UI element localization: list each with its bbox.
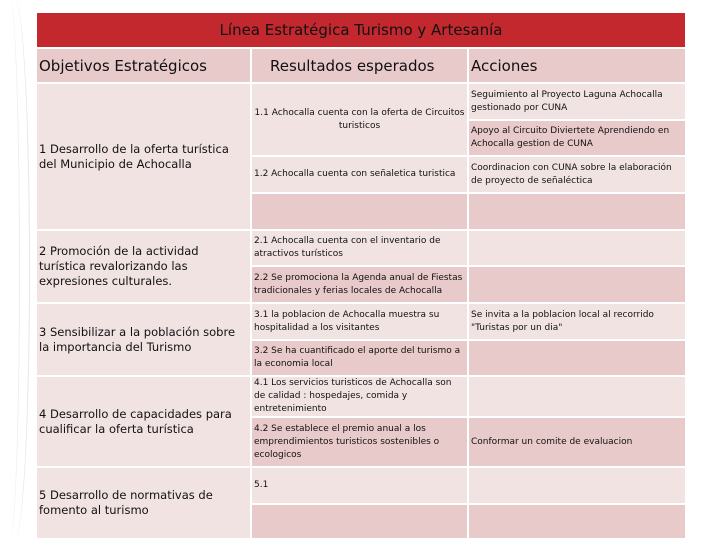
table-title: Línea Estratégica Turismo y Artesanía xyxy=(36,12,686,48)
action-4: Se invita a la poblacion local al recorrido "Turistas por un dia" xyxy=(468,303,686,340)
empty-cell xyxy=(468,193,686,230)
action-3: Coordinacion con CUNA sobre la elaboración de proyecto de señaléctica xyxy=(468,156,686,193)
action-1: Seguimiento al Proyecto Laguna Achocalla gestionado por CUNA xyxy=(468,83,686,120)
objective-2: 2 Promoción de la actividad turística revalorizando las expresiones culturales. xyxy=(36,230,251,303)
empty-cell xyxy=(468,467,686,504)
result-2-1: 2.1 Achocalla cuenta con el inventario de atractivos turísticos xyxy=(251,230,468,266)
empty-cell xyxy=(468,340,686,376)
header-actions: Acciones xyxy=(468,48,686,83)
header-objectives: Objetivos Estratégicos xyxy=(36,48,251,83)
result-4-2: 4.2 Se establece el premio anual a los emprendimientos turisticos sostenibles o ecologicos xyxy=(251,417,468,467)
objective-1: 1 Desarrollo de la oferta turística del Municipio de Achocalla xyxy=(36,83,251,230)
objective-5: 5 Desarrollo de normativas de fomento al turismo xyxy=(36,467,251,539)
result-4-1: 4.1 Los servicios turisticos de Achocalla son de calidad : hospedajes, comida y entretenimiento xyxy=(251,376,468,417)
result-5-1: 5.1 xyxy=(251,467,468,504)
header-results: Resultados esperados xyxy=(251,48,468,83)
header-row xyxy=(36,48,686,83)
empty-cell xyxy=(468,376,686,417)
action-5: Conformar un comite de evaluacion xyxy=(468,417,686,467)
result-3-2: 3.2 Se ha cuantificado el aporte del turismo a la economia local xyxy=(251,340,468,376)
result-3-1: 3.1 la poblacion de Achocalla muestra su hospitalidad a los visitantes xyxy=(251,303,468,340)
empty-cell xyxy=(251,193,468,230)
empty-cell xyxy=(251,504,468,539)
objective-4: 4 Desarrollo de capacidades para cualificar la oferta turística xyxy=(36,376,251,467)
objective-3: 3 Sensibilizar a la población sobre la importancia del Turismo xyxy=(36,303,251,376)
decorative-arc xyxy=(0,0,20,538)
strategy-table xyxy=(35,11,687,540)
empty-cell xyxy=(468,504,686,539)
empty-cell xyxy=(468,266,686,303)
result-1-1: 1.1 Achocalla cuenta con la oferta de Circuitos turisticos xyxy=(251,83,468,156)
action-2: Apoyo al Circuito Diviertete Aprendiendo en Achocalla gestion de CUNA xyxy=(468,120,686,156)
result-2-2: 2.2 Se promociona la Agenda anual de Fiestas tradicionales y ferias locales de Achocalla xyxy=(251,266,468,303)
empty-cell xyxy=(468,230,686,266)
result-1-2: 1.2 Achocalla cuenta con señaletica turistica xyxy=(251,156,468,193)
